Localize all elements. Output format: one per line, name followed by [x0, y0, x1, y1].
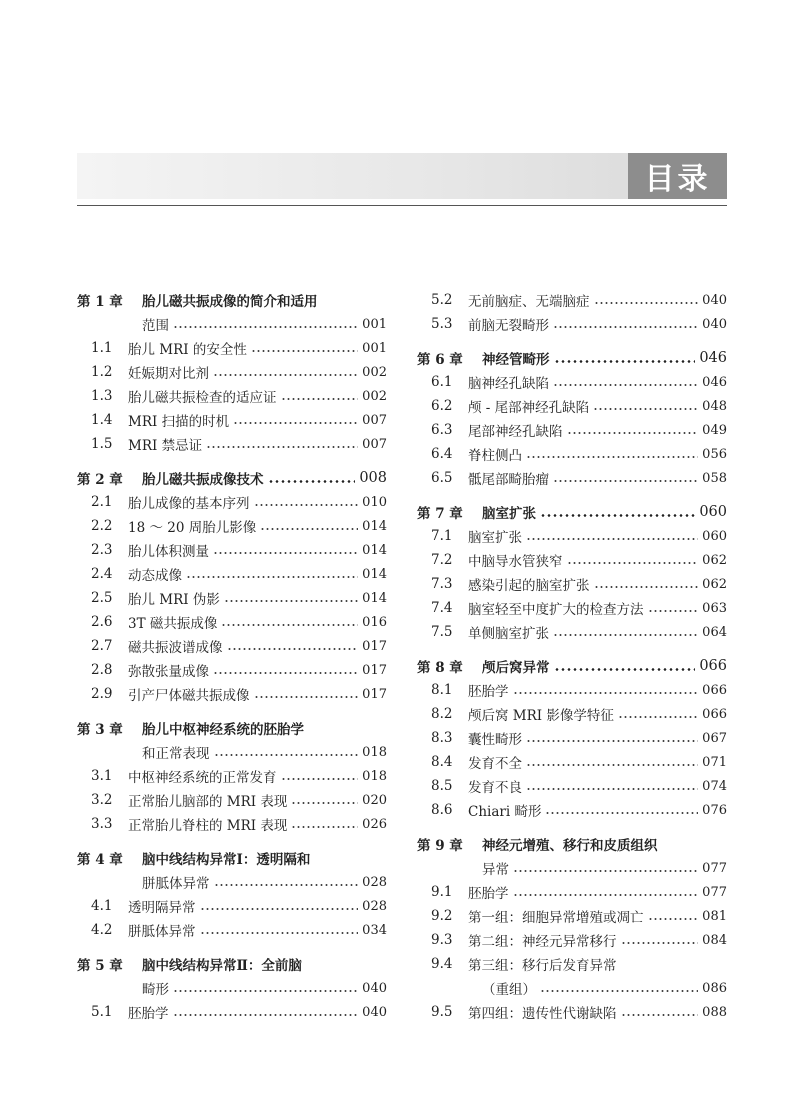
toc-page-number: 077 [702, 884, 727, 900]
toc-section-entry[interactable] [77, 764, 387, 788]
toc-dot-leader [281, 778, 359, 780]
toc-page-number: 049 [702, 422, 727, 438]
toc-dot-leader [553, 384, 698, 386]
toc-section-entry[interactable] [417, 394, 727, 418]
toc-dot-leader [594, 586, 699, 588]
toc-dot-leader [213, 672, 358, 674]
toc-entry-number: 第 6 章 [417, 352, 463, 368]
toc-page-number: 077 [702, 860, 727, 876]
toc-section-entry[interactable] [77, 788, 387, 812]
toc-entry-title: 磁共振波谱成像 [128, 640, 223, 656]
toc-section-entry[interactable] [417, 596, 727, 620]
toc-entry-number: 5.2 [431, 292, 453, 308]
toc-dot-leader [593, 408, 698, 410]
toc-entry-title: 感染引起的脑室扩张 [468, 578, 590, 594]
toc-page-number: 018 [362, 744, 387, 760]
toc-section-entry[interactable] [417, 524, 727, 548]
toc-page-number: 062 [702, 552, 727, 568]
toc-entry-title: 中脑导水管狭窄 [468, 554, 563, 570]
toc-section-entry[interactable] [77, 408, 387, 432]
toc-entry-number: 6.2 [431, 398, 453, 414]
toc-dot-leader [648, 610, 699, 612]
toc-section-entry[interactable] [77, 360, 387, 384]
toc-entry-title: 胎儿磁共振检查的适应证 [128, 390, 277, 406]
toc-entry-title: 脑中线结构异常Ⅱ：全前脑 [142, 958, 302, 974]
toc-section-entry[interactable] [417, 620, 727, 644]
toc-entry-number: 7.1 [431, 528, 453, 544]
toc-section-entry[interactable] [417, 750, 727, 774]
toc-dot-leader [173, 1014, 359, 1016]
toc-entry-title: 胼胝体异常 [128, 924, 196, 940]
toc-entry-title: 无前脑症、无端脑症 [468, 294, 590, 310]
toc-page-number: 001 [362, 340, 387, 356]
toc-section-entry[interactable] [77, 894, 387, 918]
toc-chapter-entry[interactable] [417, 500, 727, 524]
toc-entry-title: 脑室扩张 [468, 530, 522, 546]
toc-entry-number: 第 5 章 [77, 958, 123, 974]
toc-entry-number: 2.4 [91, 566, 113, 582]
toc-entry-number: 6.1 [431, 374, 453, 390]
toc-entry-continuation[interactable] [417, 856, 727, 880]
toc-dot-leader [554, 360, 696, 363]
toc-entry-number: 1.2 [91, 364, 113, 380]
toc-page-number: 048 [702, 398, 727, 414]
toc-dot-leader [526, 740, 698, 742]
toc-page-number: 062 [702, 576, 727, 592]
toc-entry-title: 胚胎学 [468, 886, 509, 902]
toc-entry-title: 畸形 [142, 982, 169, 998]
toc-page-number: 014 [362, 566, 387, 582]
toc-entry-number: 9.3 [431, 932, 453, 948]
toc-entry-title: 颅 - 尾部神经孔缺陷 [468, 400, 590, 416]
toc-dot-leader [224, 600, 358, 602]
toc-chapter-entry[interactable] [77, 952, 387, 976]
toc-page-number: 066 [702, 706, 727, 722]
toc-dot-leader [621, 1014, 699, 1016]
toc-page-number: 008 [359, 470, 387, 486]
toc-dot-leader [545, 812, 698, 814]
toc-dot-leader [621, 942, 699, 944]
toc-entry-number: 2.7 [91, 638, 113, 654]
toc-entry-title: 尾部神经孔缺陷 [468, 424, 563, 440]
toc-spacer [77, 942, 387, 952]
page-title: 目录 [628, 153, 727, 199]
toc-entry-title: 囊性畸形 [468, 732, 522, 748]
toc-section-entry[interactable] [417, 466, 727, 490]
toc-entry-number: 9.4 [431, 956, 453, 972]
toc-page-number: 010 [362, 494, 387, 510]
toc-entry-number: 第 3 章 [77, 722, 123, 738]
toc-entry-title: 第一组：细胞异常增殖或凋亡 [468, 910, 644, 926]
toc-page-number: 040 [362, 980, 387, 996]
toc-page-number: 034 [362, 922, 387, 938]
toc-section-entry[interactable] [417, 928, 727, 952]
toc-dot-leader [213, 374, 358, 376]
toc-page-number: 088 [702, 1004, 727, 1020]
toc-entry-title: 脊柱侧凸 [468, 448, 522, 464]
toc-dot-leader [291, 802, 358, 804]
toc-page-number: 016 [362, 614, 387, 630]
toc-entry-continuation[interactable] [77, 312, 387, 336]
toc-section-entry[interactable] [77, 562, 387, 586]
toc-section-entry[interactable] [77, 538, 387, 562]
toc-dot-leader [648, 918, 699, 920]
toc-entry-number: 第 2 章 [77, 472, 123, 488]
toc-entry-number: 6.3 [431, 422, 453, 438]
toc-page-number: 060 [702, 528, 727, 544]
toc-entry-number: 8.3 [431, 730, 453, 746]
toc-page-number: 064 [702, 624, 727, 640]
toc-entry-number: 3.2 [91, 792, 113, 808]
toc-page-number: 046 [699, 350, 727, 366]
toc-page-number: 056 [702, 446, 727, 462]
toc-page-number: 058 [702, 470, 727, 486]
toc-entry-title: 胎儿体积测量 [128, 544, 209, 560]
toc-section-entry[interactable] [77, 610, 387, 634]
toc-page-number: 017 [362, 638, 387, 654]
toc-dot-leader [554, 668, 696, 671]
toc-page-number: 081 [702, 908, 727, 924]
toc-dot-leader [513, 894, 699, 896]
toc-entry-title: 发育不全 [468, 756, 522, 772]
toc-entry-number: 第 7 章 [417, 506, 463, 522]
toc-entry-title: 第二组：神经元异常移行 [468, 934, 617, 950]
toc-page-number: 040 [702, 316, 727, 332]
toc-page-number: 014 [362, 590, 387, 606]
toc-entry-number: 8.6 [431, 802, 453, 818]
toc-entry-title: 胎儿磁共振成像技术 [142, 472, 264, 488]
toc-section-entry[interactable] [417, 726, 727, 750]
toc-entry-number: 7.3 [431, 576, 453, 592]
toc-entry-continuation[interactable] [77, 976, 387, 1000]
toc-entry-continuation[interactable] [77, 740, 387, 764]
toc-entry-title: 3T 磁共振成像 [128, 616, 218, 632]
toc-entry-title: （重组） [482, 982, 536, 998]
toc-entry-title: 胎儿中枢神经系统的胚胎学 [142, 722, 304, 738]
toc-section-entry[interactable] [417, 1000, 727, 1024]
toc-entry-number: 8.5 [431, 778, 453, 794]
toc-entry-title: 引产尸体磁共振成像 [128, 688, 250, 704]
toc-dot-leader [567, 432, 699, 434]
toc-entry-title: 弥散张量成像 [128, 664, 209, 680]
toc-dot-leader [254, 696, 359, 698]
toc-chapter-entry[interactable] [77, 716, 387, 740]
toc-page-number: 086 [702, 980, 727, 996]
toc-entry-title: 神经管畸形 [482, 352, 550, 368]
toc-entry-number: 2.5 [91, 590, 113, 606]
toc-page-number: 007 [362, 412, 387, 428]
toc-page-number: 067 [702, 730, 727, 746]
toc-entry-title: 脑神经孔缺陷 [468, 376, 549, 392]
toc-dot-leader [526, 538, 698, 540]
toc-page-number: 002 [362, 388, 387, 404]
toc-section-entry[interactable] [417, 904, 727, 928]
toc-entry-number: 1.3 [91, 388, 113, 404]
toc-dot-leader [553, 634, 698, 636]
toc-page-number: 040 [362, 1004, 387, 1020]
toc-section-entry[interactable] [77, 514, 387, 538]
toc-entry-number: 6.5 [431, 470, 453, 486]
toc-column-right [417, 288, 727, 1024]
toc-spacer [77, 706, 387, 716]
toc-entry-number: 9.2 [431, 908, 453, 924]
toc-dot-leader [233, 422, 358, 424]
toc-entry-title: 脑室扩张 [482, 506, 536, 522]
toc-page-number: 028 [362, 874, 387, 890]
toc-page-number: 071 [702, 754, 727, 770]
toc-section-entry[interactable] [417, 370, 727, 394]
toc-entry-title: 透明隔异常 [128, 900, 196, 916]
toc-dot-leader [206, 446, 358, 448]
toc-entry-title: 范围 [142, 318, 169, 334]
toc-entry-continuation[interactable] [417, 976, 727, 1000]
toc-dot-leader [221, 624, 358, 626]
toc-entry-number: 第 4 章 [77, 852, 123, 868]
toc-entry-number: 7.2 [431, 552, 453, 568]
toc-dot-leader [214, 884, 359, 886]
toc-entry-title: 和正常表现 [142, 746, 210, 762]
toc-entry-number: 1.1 [91, 340, 113, 356]
toc-entry-title: 颅后窝异常 [482, 660, 550, 676]
toc-entry-number: 6.4 [431, 446, 453, 462]
toc-dot-leader [540, 514, 695, 517]
toc-section-entry[interactable] [417, 548, 727, 572]
toc-entry-number: 8.1 [431, 682, 453, 698]
toc-page-number: 076 [702, 802, 727, 818]
toc-page-number: 028 [362, 898, 387, 914]
toc-entry-number: 9.5 [431, 1004, 453, 1020]
toc-dot-leader [526, 764, 698, 766]
toc-entry-number: 1.4 [91, 412, 113, 428]
toc-chapter-entry[interactable] [77, 846, 387, 870]
toc-dot-leader [268, 480, 356, 483]
toc-page-number: 007 [362, 436, 387, 452]
toc-entry-number: 2.3 [91, 542, 113, 558]
toc-spacer [417, 822, 727, 832]
toc-entry-title: 前脑无裂畸形 [468, 318, 549, 334]
toc-section-entry[interactable] [77, 812, 387, 836]
toc-entry-title: 颅后窝 MRI 影像学特征 [468, 708, 614, 724]
toc-entry-continuation[interactable] [77, 870, 387, 894]
toc-section-entry[interactable] [77, 586, 387, 610]
toc-section-entry[interactable] [417, 288, 727, 312]
toc-dot-leader [173, 990, 358, 992]
toc-page-number: 066 [699, 658, 727, 674]
toc-entry-number: 2.2 [91, 518, 113, 534]
toc-chapter-entry[interactable] [77, 466, 387, 490]
toc-page-number: 018 [362, 768, 387, 784]
toc-dot-leader [251, 350, 358, 352]
toc-section-entry[interactable] [417, 312, 727, 336]
toc-spacer [417, 336, 727, 346]
toc-dot-leader [553, 326, 698, 328]
toc-dot-leader [526, 788, 698, 790]
toc-entry-number: 2.1 [91, 494, 113, 510]
toc-section-entry[interactable] [417, 702, 727, 726]
toc-entry-number: 3.3 [91, 816, 113, 832]
toc-entry-title: 中枢神经系统的正常发育 [128, 770, 277, 786]
toc-dot-leader [553, 480, 698, 482]
toc-section-entry[interactable] [417, 418, 727, 442]
toc-dot-leader [200, 932, 359, 934]
toc-entry-title: 胼胝体异常 [142, 876, 210, 892]
toc-entry-title: 骶尾部畸胎瘤 [468, 472, 549, 488]
toc-entry-number: 1.5 [91, 436, 113, 452]
toc-entry-title: 胚胎学 [468, 684, 509, 700]
toc-entry-title: MRI 禁忌证 [128, 438, 203, 454]
toc-entry-title: 正常胎儿脊柱的 MRI 表现 [128, 818, 288, 834]
toc-entry-number: 2.8 [91, 662, 113, 678]
toc-entry-number: 3.1 [91, 768, 113, 784]
toc-chapter-entry[interactable] [77, 288, 387, 312]
toc-section-entry[interactable] [77, 918, 387, 942]
toc-column-left [77, 288, 387, 1024]
toc-entry-number: 7.5 [431, 624, 453, 640]
toc-entry-number: 第 9 章 [417, 838, 463, 854]
toc-entry-title: 发育不良 [468, 780, 522, 796]
toc-section-entry[interactable] [417, 572, 727, 596]
toc-entry-title: 神经元增殖、移行和皮质组织 [482, 838, 658, 854]
header-divider [77, 205, 727, 206]
toc-dot-leader [281, 398, 359, 400]
toc-entry-title: 异常 [482, 862, 509, 878]
toc-spacer [77, 456, 387, 466]
toc-chapter-entry[interactable] [417, 654, 727, 678]
toc-entry-title: Chiari 畸形 [468, 804, 542, 820]
toc-dot-leader [214, 754, 359, 756]
toc-dot-leader [513, 870, 698, 872]
toc-dot-leader [526, 456, 698, 458]
toc-entry-number: 8.2 [431, 706, 453, 722]
toc-page-number: 063 [702, 600, 727, 616]
toc-section-entry[interactable] [77, 682, 387, 706]
toc-section-entry[interactable] [77, 490, 387, 514]
toc-section-entry[interactable] [417, 442, 727, 466]
toc-entry-title: 脑室轻至中度扩大的检查方法 [468, 602, 644, 618]
toc-dot-leader [618, 716, 698, 718]
toc-section-entry[interactable] [77, 336, 387, 360]
toc-entry-title: 胎儿磁共振成像的简介和适用 [142, 294, 318, 310]
toc-entry-title: 18 ～ 20 周胎儿影像 [128, 520, 257, 536]
toc-page-number: 014 [362, 518, 387, 534]
toc-section-entry[interactable] [77, 384, 387, 408]
toc-entry-number: 5.3 [431, 316, 453, 332]
toc-page-number: 026 [362, 816, 387, 832]
toc-chapter-entry[interactable] [417, 346, 727, 370]
toc-entry-number: 9.1 [431, 884, 453, 900]
toc-page-number: 002 [362, 364, 387, 380]
toc-page-number: 046 [702, 374, 727, 390]
toc-entry-number: 第 8 章 [417, 660, 463, 676]
toc-page-number: 017 [362, 662, 387, 678]
toc-section-entry[interactable] [417, 952, 727, 976]
toc-entry-title: 第三组：移行后发育异常 [468, 958, 617, 974]
toc-entry-title: 妊娠期对比剂 [128, 366, 209, 382]
toc-dot-leader [594, 302, 699, 304]
toc-dot-leader [173, 326, 358, 328]
toc-dot-leader [254, 504, 359, 506]
toc-entry-number: 7.4 [431, 600, 453, 616]
toc-entry-title: 胚胎学 [128, 1006, 169, 1022]
toc-section-entry[interactable] [417, 798, 727, 822]
toc-page-number: 017 [362, 686, 387, 702]
toc-section-entry[interactable] [77, 432, 387, 456]
toc-page-number: 014 [362, 542, 387, 558]
toc-entry-number: 2.9 [91, 686, 113, 702]
toc-page-number: 074 [702, 778, 727, 794]
toc-entry-title: 单侧脑室扩张 [468, 626, 549, 642]
toc-page-number: 060 [699, 504, 727, 520]
toc-entry-title: 第四组：遗传性代谢缺陷 [468, 1006, 617, 1022]
toc-dot-leader [291, 826, 358, 828]
toc-entry-title: 胎儿成像的基本序列 [128, 496, 250, 512]
toc-entry-number: 2.6 [91, 614, 113, 630]
toc-section-entry[interactable] [77, 658, 387, 682]
toc-section-entry[interactable] [417, 774, 727, 798]
toc-entry-number: 4.1 [91, 898, 113, 914]
toc-dot-leader [186, 576, 358, 578]
toc-page-number: 001 [362, 316, 387, 332]
toc-entry-title: 正常胎儿脑部的 MRI 表现 [128, 794, 288, 810]
toc-page-number: 020 [362, 792, 387, 808]
toc-dot-leader [567, 562, 699, 564]
toc-spacer [417, 644, 727, 654]
toc-chapter-entry[interactable] [417, 832, 727, 856]
toc-entry-number: 第 1 章 [77, 294, 123, 310]
toc-entry-title: 胎儿 MRI 伪影 [128, 592, 220, 608]
toc-dot-leader [540, 990, 698, 992]
toc-entry-title: MRI 扫描的时机 [128, 414, 230, 430]
toc-section-entry[interactable] [417, 880, 727, 904]
toc-dot-leader [213, 552, 358, 554]
toc-section-entry[interactable] [77, 634, 387, 658]
toc-dot-leader [260, 528, 358, 530]
toc-page-number: 084 [702, 932, 727, 948]
toc-entry-title: 动态成像 [128, 568, 182, 584]
toc-dot-leader [200, 908, 359, 910]
toc-entry-title: 胎儿 MRI 的安全性 [128, 342, 247, 358]
toc-page-number: 040 [702, 292, 727, 308]
toc-spacer [77, 836, 387, 846]
toc-entry-number: 5.1 [91, 1004, 113, 1020]
toc-dot-leader [227, 648, 359, 650]
toc-entry-number: 4.2 [91, 922, 113, 938]
toc-dot-leader [513, 692, 699, 694]
toc-entry-title: 脑中线结构异常Ⅰ：透明隔和 [142, 852, 311, 868]
toc-page-number: 066 [702, 682, 727, 698]
toc-entry-number: 8.4 [431, 754, 453, 770]
toc-spacer [417, 490, 727, 500]
toc-section-entry[interactable] [77, 1000, 387, 1024]
toc-section-entry[interactable] [417, 678, 727, 702]
